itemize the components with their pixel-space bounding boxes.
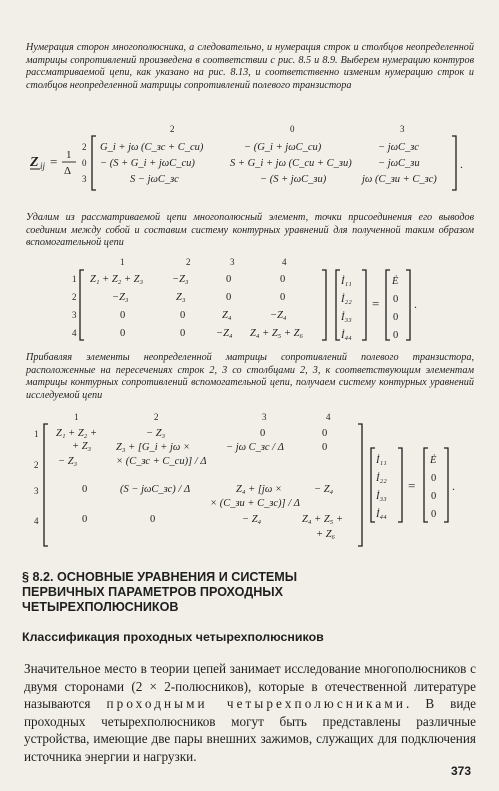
eq3-cell-r2c1: − Z₃ [58,456,78,467]
eq3-row-label-1: 1 [34,429,39,439]
eq2-col-label-4: 4 [282,257,287,267]
eq3-cell-r3c4: − Z₄ [314,484,334,495]
eq1-col-label-3: 3 [400,124,405,134]
eq3-cell-r3c2: (S − jωC_зс) / Δ [120,484,191,495]
eq2-cell-r1c3: 0 [226,274,232,285]
eq2-current-4: İ₄₄ [341,330,352,341]
eq2-cell-r3c3: Z₄ [222,310,232,321]
body-paragraph [24,660,476,765]
eq2-col-label-1: 1 [120,257,125,267]
eq3-current-2: İ₂₂ [376,473,387,484]
eq3-cell-r1c2: − Z₃ [146,428,166,439]
eq2-cell-r4c1: 0 [120,328,126,339]
eq1-cell-r2c2: S + G_i + jω (C_си + C_зи) [230,158,352,169]
eq2-cell-r2c3: 0 [226,292,232,303]
eq2-cell-r2c1: −Z₃ [112,292,129,303]
eq3-cell-r3c3a: Z₄ + [jω × [236,484,282,495]
eq1-cell-r3c1: S − jωC_зс [130,174,179,185]
eq2-cell-r4c3: −Z₄ [216,328,233,339]
eq2-cell-r4c2: 0 [180,328,186,339]
eq2-rhs-4: 0 [393,330,399,341]
eq3-col-label-2: 2 [154,412,159,422]
eq1-row-label-3: 3 [82,174,87,184]
eq3-row-label-3: 3 [34,486,39,496]
svg-text:.: . [414,297,417,311]
eq2-row-label-4: 4 [72,328,77,338]
eq2-cell-r2c2: Z₃ [176,292,186,303]
eq3-rhs-3: 0 [431,491,437,502]
eq3-cell-r1c1a: Z₁ + Z₂ + [56,428,98,439]
body-spaced-term: проходными четырехполюсниками [106,696,406,711]
eq3-cell-r4c1: 0 [82,514,88,525]
eq3-cell-r4c4b: + Z₆ [316,529,336,540]
paragraph-add-elements: Прибавляя элементы неопределенной матрицы сопротивлений полевого транзистора, расположенные на пересечениях строк 2, 3 со столбцами 2, 3, к соответствующим элементам матрицы контурных сопротивлений вспомогательной цепи, получаем систему контурных уравнений исследуемой цепи [26,352,474,401]
eq3-col-label-3: 3 [262,412,267,422]
eq2-cell-r4c4: Z₄ + Z₅ + Z₆ [250,328,304,339]
eq3-cell-r2c3: − jω C_зс / Δ [226,442,284,453]
eq1-cell-r1c2: − (G_i + jωC_си) [244,142,322,153]
eq3-cell-r2c2b: × (C_зс + C_си)] / Δ [116,456,207,467]
eq2-rhs-3: 0 [393,312,399,323]
eq3-equals: = [408,478,416,493]
eq2-cell-r1c4: 0 [280,274,286,285]
eq3-cell-r4c2: 0 [150,514,156,525]
eq2-row-label-1: 1 [72,274,77,284]
eq2-current-1: İ₁₁ [341,276,352,287]
paragraph-remove-element: Удалим из рассматриваемой цепи многополюсный элемент, точки присоединения его выводов соединим между собой и составим систему контурных уравнений для полученной таким образом вспомогательной цепи [26,212,474,249]
eq1-cell-r1c1: G_i + jω (C_зс + C_си) [100,142,204,153]
eq3-current-4: İ₄₄ [376,509,387,520]
eq1-lhs: Z [30,155,39,170]
equation-auxiliary-system [0,256,499,342]
eq1-col-label-0: 0 [290,124,295,134]
eq2-current-3: İ₃₃ [341,312,352,323]
eq1-lhs-sub: ij [40,161,46,171]
eq3-current-3: İ₃₃ [376,491,387,502]
eq3-rhs-4: 0 [431,509,437,520]
eq1-col-label-2: 2 [170,124,175,134]
eq3-col-label-1: 1 [74,412,79,422]
eq1-cell-r3c3: jω (C_зи + C_зс) [362,174,437,185]
page-number: 373 [450,764,471,778]
eq3-cell-r4c4a: Z₄ + Z₅ + [302,514,344,525]
eq1-row-label-0: 0 [82,158,87,168]
eq2-equals: = [372,296,380,311]
eq2-cell-r3c4: −Z₄ [270,310,287,321]
equation-circuit-system [0,410,499,552]
eq3-cell-r1c4: 0 [322,428,328,439]
eq3-end-period: . [452,479,455,493]
eq2-col-label-3: 3 [230,257,235,267]
subsection-heading: Классификация проходных четырехполюсников [22,630,324,644]
eq2-cell-r1c2: −Z₃ [172,274,189,285]
eq1-row-label-2: 2 [82,142,87,152]
eq2-rhs-2: 0 [393,294,399,305]
eq3-cell-r3c3b: × (C_зи + C_зс)] / Δ [210,498,300,509]
eq1-cell-r1c3: − jωC_зс [378,142,419,153]
eq3-current-1: İ₁₁ [376,455,387,466]
eq2-cell-r3c1: 0 [120,310,126,321]
eq1-frac-num: 1 [66,149,72,161]
eq1-cell-r2c3: − jωC_зи [378,158,420,169]
eq2-cell-r1c1: Z₁ + Z₂ + Z₃ [90,274,144,285]
eq1-equals: = [50,154,58,169]
eq1-frac-den: Δ [64,165,72,177]
eq3-cell-r1c3: 0 [260,428,266,439]
eq3-cell-r3c1: 0 [82,484,88,495]
eq2-cell-r3c2: 0 [180,310,186,321]
eq3-rhs-1: Ė [430,455,437,466]
eq3-cell-r1c1b: + Z₃ [72,441,92,452]
eq3-cell-r2c4: 0 [322,442,328,453]
eq3-cell-r2c2a: Z₃ + [G_i + jω × [116,442,191,453]
body-text-part2: . В виде проходных четырехполюсников могут быть представлены различные устройства, имеющие две пары внешних зажимов, служащих для подключения источника энергии и нагрузки. [24,696,477,764]
paragraph-numbering: Нумерация сторон многополюсника, а следовательно, и нумерация строк и столбцов неопределенной матрицы сопротивлений произведена в соответствии с рис. 8.5 и 8.9. Выберем нумерацию контуров рассматриваемой цепи, как указано на рис. 8.13, и соответственно изменим нумерацию строк и столбцов неопределенной матрицы сопротивлений полевого транзистора [26,42,474,91]
section-heading: § 8.2. ОСНОВНЫЕ УРАВНЕНИЯ И СИСТЕМЫ ПЕРВИЧНЫХ ПАРАМЕТРОВ ПРОХОДНЫХ ЧЕТЫРЕХПОЛЮСНИКОВ [22,570,298,614]
eq3-col-label-4: 4 [326,412,331,422]
eq1-cell-r3c2: − (S + jωC_зи) [260,174,327,185]
eq3-row-label-4: 4 [34,516,39,526]
eq3-cell-r4c3: − Z₄ [242,514,262,525]
eq3-rhs-2: 0 [431,473,437,484]
eq1-cell-r2c1: − (S + G_i + jωC_си) [100,158,195,169]
eq2-cell-r2c4: 0 [280,292,286,303]
eq2-row-label-2: 2 [72,292,77,302]
body-text-part1: Значительное место в теории цепей занимает исследование многополюсников с двумя сторонами (2 × 2-полюсников), которые в отечественной литературе называются [24,661,476,711]
eq3-row-label-2: 2 [34,460,39,470]
svg-text:.: . [460,157,463,171]
equation-impedance-matrix [0,122,499,194]
eq2-rhs-1: Ė [392,276,399,287]
eq2-current-2: İ₂₂ [341,294,352,305]
eq2-row-label-3: 3 [72,310,77,320]
eq2-col-label-2: 2 [186,257,191,267]
